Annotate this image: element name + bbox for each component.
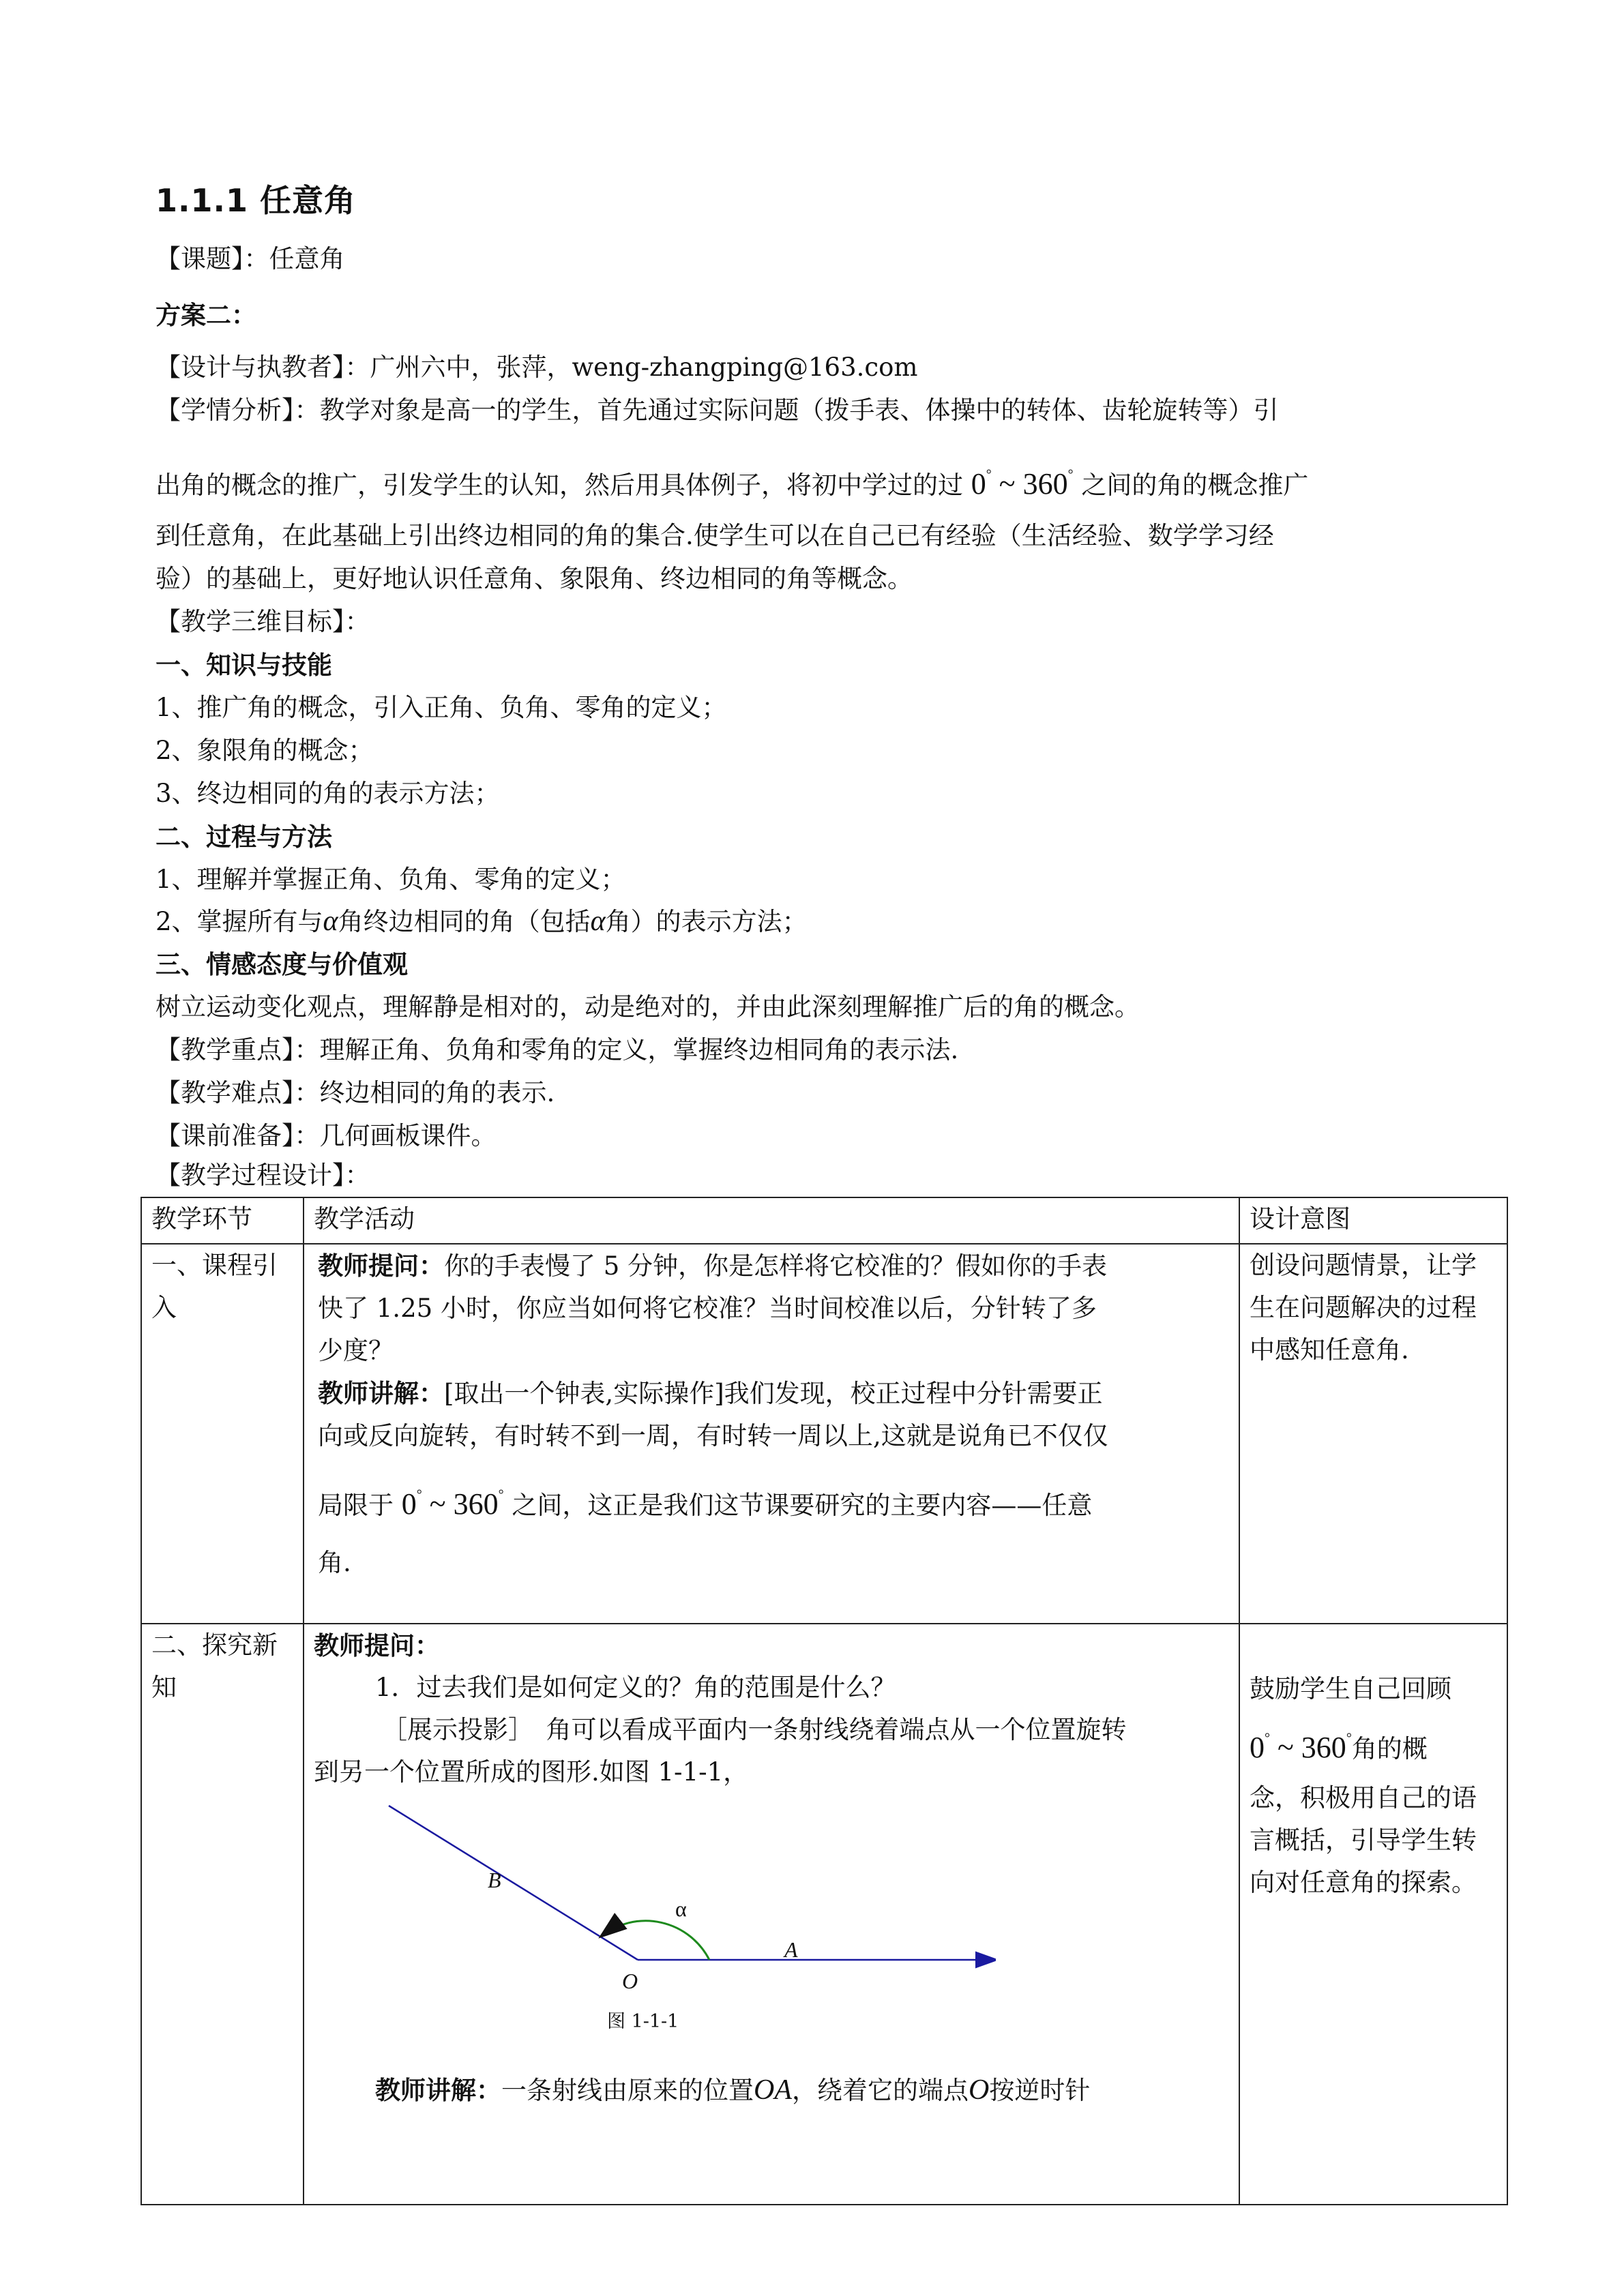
lesson-plan-table: [141, 1197, 1508, 2205]
knowledge-item: 1、推广角的概念，引入正角、负角、零角的定义；: [156, 693, 727, 722]
angle-range: 0° ~ 360°: [1250, 1731, 1352, 1764]
table-header-cell: 设计意图: [1239, 1197, 1507, 1244]
stage-cell: 二、探究新知: [141, 1624, 304, 2205]
attitude-heading: 三、情感态度与价值观: [156, 949, 408, 979]
page-title: 1.1.1 任意角: [156, 182, 356, 219]
intent-cell: 创设问题情景，让学生在问题解决的过程中感知任意角.: [1239, 1244, 1507, 1624]
angle-range: 0° ~ 360°: [971, 467, 1074, 501]
analysis-line-2: 出角的概念的推广，引发学生的认知，然后用具体例子，将初中学过的过 0° ~ 360° 之间的角的概念推广: [156, 467, 1309, 501]
designer-label: 【设计与执教者】: [156, 353, 345, 382]
process-heading: 二、过程与方法: [156, 822, 332, 852]
alpha-symbol: α: [323, 906, 338, 937]
topic-label: 【课题】: [156, 244, 244, 273]
analysis-line-4: 验）的基础上，更好地认识任意角、象限角、终边相同的角等概念。: [156, 564, 913, 593]
attitude-text: 树立运动变化观点，理解静是相对的，动是绝对的，并由此深刻理解推广后的角的概念。: [156, 992, 1140, 1022]
topic-value: ：任意角: [243, 244, 345, 273]
process-item-2: 2、掌握所有与α角终边相同的角（包括α角）的表示方法；: [156, 906, 808, 937]
analysis-label: 【学情分析】: [156, 396, 295, 425]
table-header-row: [141, 1197, 1507, 1244]
figure-1-1-1: [314, 1796, 1229, 2042]
preparation-line: 【课前准备】：几何画板课件。: [156, 1121, 497, 1150]
knowledge-heading: 一、知识与技能: [156, 650, 332, 680]
label-alpha: α: [675, 1896, 687, 1921]
key-point-line: 【教学重点】：理解正角、负角和零角的定义，掌握终边相同角的表示法.: [156, 1035, 959, 1064]
scheme-line: 方案二：: [156, 300, 256, 330]
designer-value: ：广州六中，张萍，weng-zhangping@163.com: [344, 353, 918, 382]
process-item-1: 1、理解并掌握正角、负角、零角的定义；: [156, 865, 626, 894]
analysis-line-3: 到任意角，在此基础上引出终边相同的角的集合.使学生可以在自己已有经验（生活经验、数学学习经: [156, 521, 1274, 550]
table-row: [141, 1244, 1507, 1624]
angle-range: 0° ~ 360°: [401, 1487, 504, 1521]
table-row: [141, 1624, 1507, 2205]
topic-line: [156, 243, 345, 275]
difficulty-line: 【教学难点】：终边相同的角的表示.: [156, 1078, 555, 1107]
label-a: A: [784, 1937, 798, 1962]
table-header-cell: 教学活动: [304, 1197, 1239, 1244]
alpha-symbol: α: [590, 906, 606, 937]
knowledge-item: 2、象限角的概念；: [156, 736, 374, 765]
process-design-label: 【教学过程设计】：: [156, 1161, 370, 1190]
analysis-line-1: 【学情分析】：教学对象是高一的学生，首先通过实际问题（拨手表、体操中的转体、齿轮旋转等）引: [156, 396, 1279, 425]
knowledge-item: 3、终边相同的角的表示方法；: [156, 779, 500, 808]
rotation-arc: [602, 1921, 709, 1960]
activity-cell: 教师提问： 1．过去我们是如何定义的？角的范围是什么？ ［展示投影］ 角可以看成平面内一条射线绕着端点从一个位置旋转 到另一个位置所成的图形.如图 1-1-1， B α A O 图 1-1-1 教师讲解：一条射线由原来的位置OA，绕着它的端点O按逆时针: [304, 1624, 1239, 2205]
label-b: B: [488, 1868, 501, 1892]
figure-caption: 图 1-1-1: [607, 2011, 679, 2032]
intent-cell: 鼓励学生自己回顾 0° ~ 360°角的概 念，积极用自己的语言概括，引导学生转向对任意角的探索。: [1239, 1624, 1507, 2205]
stage-cell: 一、课程引入: [141, 1244, 304, 1624]
goals-label: 【教学三维目标】：: [156, 607, 370, 636]
ray-ob: [389, 1806, 638, 1960]
angle-diagram: [314, 1796, 996, 2001]
designer-line: [156, 351, 917, 384]
activity-cell: 教师提问：你的手表慢了 5 分钟，你是怎样将它校准的？假如你的手表 快了 1.25 小时，你应当如何将它校准？当时间校准以后，分针转了多 少度？ 教师讲解：[取出一个钟表,实际操作]我们发现，校正过程中分针需要正 向或反向旋转，有时转不到一周，有时转一周以上,这就是说角已不仅仅 局限于 0° ~ 360° 之间，这正是我们这节课要研究的主要内容——任意 角.: [304, 1244, 1239, 1624]
table-header-cell: 教学环节: [141, 1197, 304, 1244]
label-o: O: [622, 1969, 638, 1993]
